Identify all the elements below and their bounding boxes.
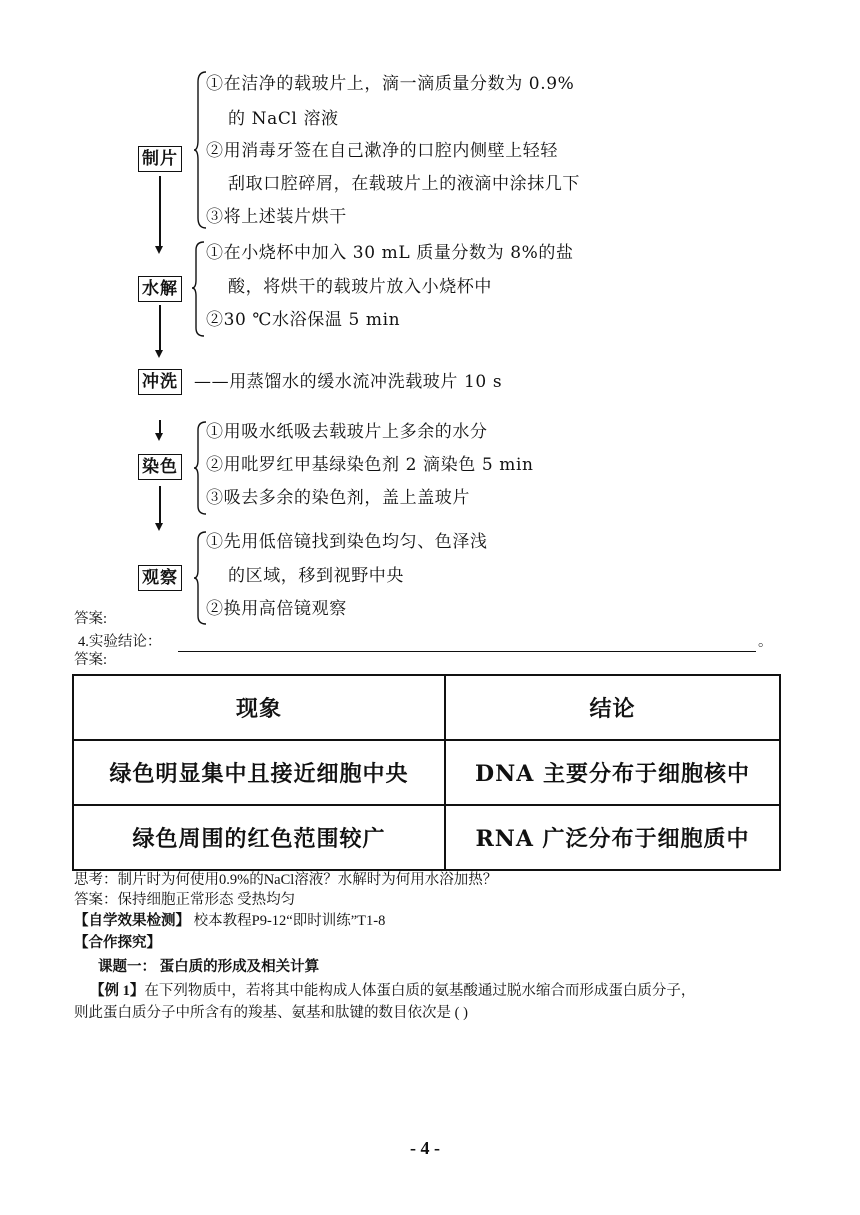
shuijie-line-1: ①在小烧杯中加入 30 mL 质量分数为 8%的盐 [206, 243, 574, 263]
zhipian-line-1: ①在洁净的载玻片上，滴一滴质量分数为 0.9% [206, 74, 575, 94]
zhipian-line-5: ③将上述装片烘干 [206, 207, 347, 227]
arrow-line-1 [159, 176, 161, 248]
table-header-conclusion: 结论 [445, 675, 780, 740]
think-answer: 答案：保持细胞正常形态 受热均匀 [74, 892, 296, 908]
topic-title: 课题一： 蛋白质的形成及相关计算 [98, 959, 320, 975]
arrowhead-4 [155, 523, 163, 531]
table-header-phenomenon: 现象 [73, 675, 445, 740]
guancha-line-3: ②换用高倍镜观察 [206, 599, 347, 619]
table-cell: 绿色明显集中且接近细胞中央 [73, 740, 445, 805]
answer-label-1: 答案: [74, 611, 108, 627]
table-cell: 绿色周围的红色范围较广 [73, 805, 445, 870]
zhipian-line-4: 刮取口腔碎屑，在载玻片上的液滴中涂抹几下 [228, 174, 580, 194]
result-table [72, 674, 781, 871]
step-shuijie: 水解 [138, 276, 182, 302]
step-chongxi: 冲洗 [138, 369, 182, 395]
guancha-line-1: ①先用低倍镜找到染色均匀、色泽浅 [206, 532, 488, 552]
table-cell: DNA 主要分布于细胞核中 [445, 740, 780, 805]
ranse-line-1: ①用吸水纸吸去载玻片上多余的水分 [206, 422, 488, 442]
shuijie-line-2: 酸，将烘干的载玻片放入小烧杯中 [228, 277, 492, 297]
example-label: 【例 1】 [90, 983, 145, 999]
arrowhead-3 [155, 433, 163, 441]
selfcheck-title: 【自学效果检测】 [74, 913, 190, 929]
table-row [73, 740, 780, 805]
table-cell: RNA 广泛分布于细胞质中 [445, 805, 780, 870]
answer-label-2: 答案: [74, 652, 108, 668]
example-line-1 [90, 982, 695, 1000]
brace-shuijie [192, 240, 206, 342]
guancha-line-2: 的区域，移到视野中央 [228, 566, 404, 586]
arrow-line-4 [159, 486, 161, 526]
arrowhead-2 [155, 350, 163, 358]
conclusion-end: 。 [758, 634, 773, 650]
selfcheck-text: 校本教程P9-12“即时训练”T1-8 [193, 913, 386, 929]
zhipian-line-2: 的 NaCl 溶液 [228, 109, 339, 129]
table-header-row [73, 675, 780, 740]
example-line-2: 则此蛋白质分子中所含有的羧基、氨基和肽键的数目依次是 ( ) [74, 1005, 468, 1021]
coop-title: 【合作探究】 [74, 935, 161, 951]
arrowhead-1 [155, 246, 163, 254]
step-zhipian: 制片 [138, 146, 182, 172]
step-guancha: 观察 [138, 565, 182, 591]
think-question: 思考：制片时为何使用0.9%的NaCl溶液？水解时为何用水浴加热？ [74, 872, 498, 888]
page-number: - 4 - [410, 1138, 440, 1158]
step-ranse: 染色 [138, 454, 182, 480]
ranse-line-3: ③吸去多余的染色剂，盖上盖玻片 [206, 488, 470, 508]
selfcheck-line [74, 912, 385, 930]
table-row [73, 805, 780, 870]
conclusion-blank[interactable] [178, 651, 756, 652]
ranse-line-2: ②用吡罗红甲基绿染色剂 2 滴染色 5 min [206, 455, 534, 475]
conclusion-label: 4.实验结论： [78, 634, 162, 650]
left-brace-icon [192, 240, 206, 338]
example-text-1: 在下列物质中，若将其中能构成人体蛋白质的氨基酸通过脱水缩合而形成蛋白质分子， [144, 983, 696, 999]
zhipian-line-3: ②用消毒牙签在自己漱净的口腔内侧壁上轻轻 [206, 141, 558, 161]
chongxi-text: ——用蒸馏水的缓水流冲洗载玻片 10 s [194, 372, 503, 392]
arrow-line-2 [159, 305, 161, 353]
shuijie-line-3: ②30 ℃水浴保温 5 min [206, 310, 401, 330]
